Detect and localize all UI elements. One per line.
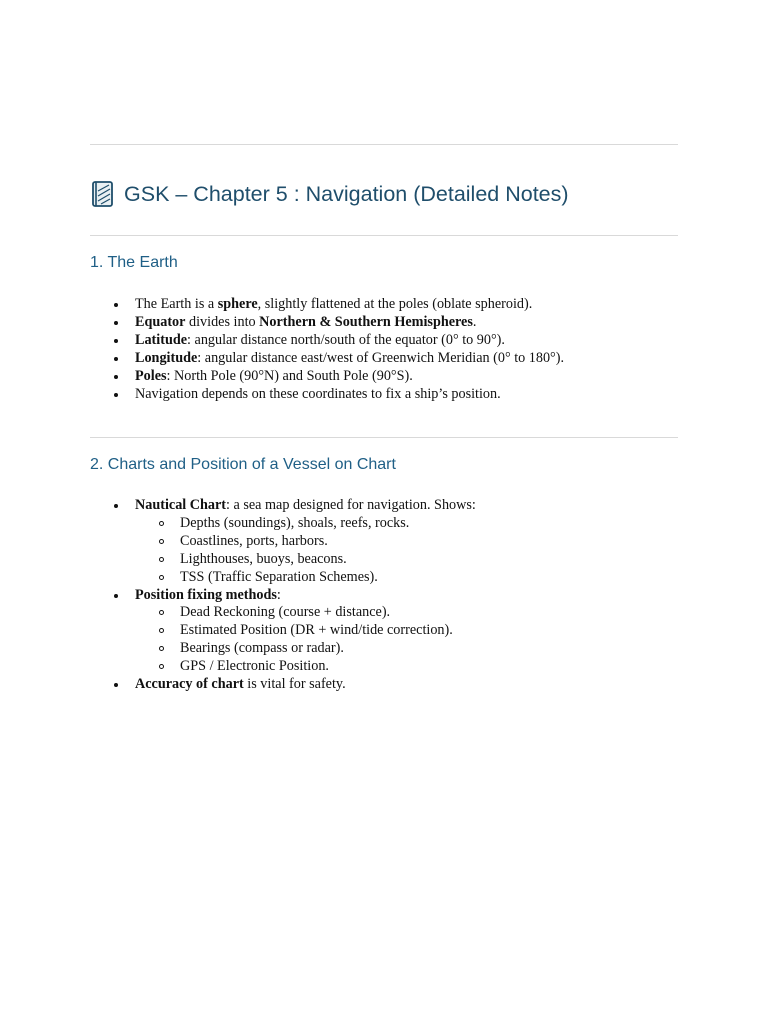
list-item: Poles: North Pole (90°N) and South Pole (90°S). [90,368,564,386]
sub-list-item: Bearings (compass or radar). [135,640,476,658]
charts-list [90,497,476,694]
section-heading-charts: 2. Charts and Position of a Vessel on Chart [90,456,396,473]
sub-list-item: TSS (Traffic Separation Schemes). [135,569,476,587]
sub-list-item: Dead Reckoning (course + distance). [135,604,476,622]
sub-list-item: GPS / Electronic Position. [135,658,476,676]
sub-list-item: Lighthouses, buoys, beacons. [135,551,476,569]
sub-list-item: Depths (soundings), shoals, reefs, rocks. [135,515,476,533]
title-divider [90,235,678,236]
list-item: Equator divides into Northern & Southern Hemispheres. [90,314,564,332]
section-heading-earth: 1. The Earth [90,254,178,271]
list-item: Latitude: angular distance north/south of the equator (0° to 90°). [90,332,564,350]
sub-list-item: Coastlines, ports, harbors. [135,533,476,551]
chart-features-list [135,515,476,587]
list-item: Accuracy of chart is vital for safety. [90,676,476,694]
top-divider [90,144,678,145]
title-row [90,176,569,212]
section-divider [90,437,678,438]
list-item: Longitude: angular distance east/west of Greenwich Meridian (0° to 180°). [90,350,564,368]
list-item: Nautical Chart: a sea map designed for navigation. Shows: Depths (soundings), shoals, reefs, rocks. Coastlines, ports, harbors. Lighthouses, buoys, beacons. TSS (Traffic Separation Schemes). [90,497,476,587]
sub-list-item: Estimated Position (DR + wind/tide correction). [135,622,476,640]
earth-list [90,296,564,403]
list-item: Position fixing methods: Dead Reckoning (course + distance). Estimated Position (DR + wind/tide correction). Bearings (compass or radar). GPS / Electronic Position. [90,587,476,677]
book-icon [90,179,116,209]
position-methods-list [135,604,476,676]
page-title: GSK – Chapter 5 : Navigation (Detailed Notes) [124,181,569,206]
list-item: The Earth is a sphere, slightly flattened at the poles (oblate spheroid). [90,296,564,314]
list-item: Navigation depends on these coordinates to fix a ship’s position. [90,386,564,404]
